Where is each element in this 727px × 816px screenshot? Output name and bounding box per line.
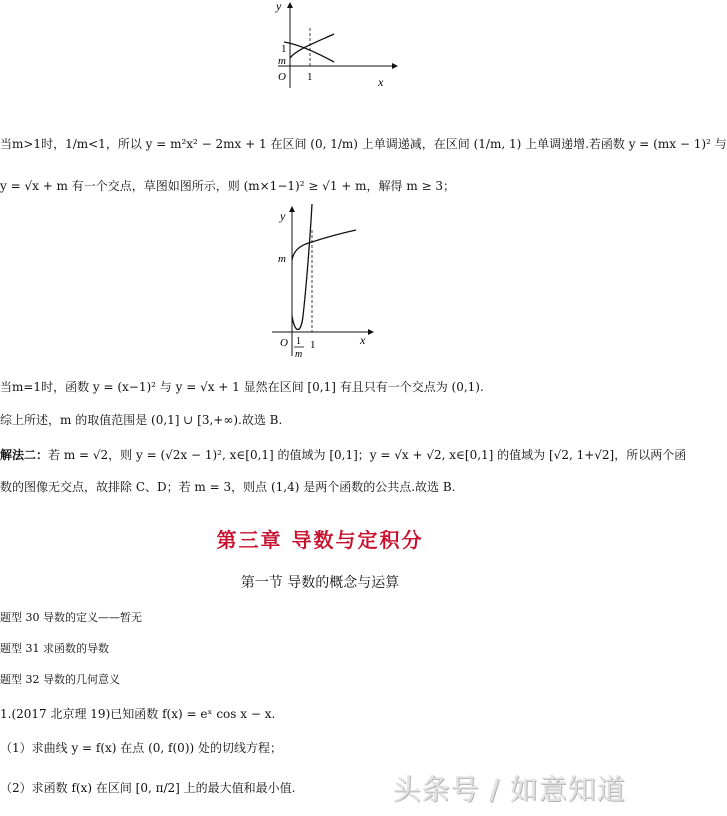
paragraph-5-text: 若 m = √2，则 y = (√2x − 1)², x∈[0,1] 的值域为 [0,1]；y = √x + √2, x∈[0,1] 的值域为 [√2, 1+√2]，所以两个函 [48,448,687,462]
graph-1-m-label: m [278,55,286,67]
paragraph-2: y = √x + m 有一个交点，草图如图所示，则 (m×1−1)² ≥ √1 + m，解得 m ≥ 3； [0,179,456,193]
graph-2-x-arrow [368,329,374,335]
topic-30: 题型 30 导数的定义——暂无 [0,611,142,624]
graph-1-origin-label: O [278,71,286,83]
graph-1-y-label: y [276,0,282,13]
graph-2-origin-label: O [280,337,288,349]
paragraph-1: 当m>1时，1/m<1，所以 y = m²x² − 2mx + 1 在区间 (0, 1/m) 上单调递减，在区间 (1/m, 1) 上单调递增.若函数 y = (mx − 1)² 与 [0,137,727,151]
graph-2-one-x-label: 1 [310,339,316,351]
paragraph-3: 当m=1时，函数 y = (x−1)² 与 y = √x + 1 显然在区间 [0,1] 有且只有一个交点为 (0,1). [0,380,484,394]
solution-two-label: 解法二： [0,448,49,462]
chapter-title: 第三章 导数与定积分 [216,528,424,552]
sub-question-1: （1）求曲线 y = f(x) 在点 (0, f(0)) 处的切线方程； [0,741,282,755]
graph-1-y-arrow [287,2,293,8]
paragraph-6: 数的图像无交点，故排除 C、D；若 m = 3，则点 (1,4) 是两个函数的公共点.故选 B. [0,480,456,494]
graph-1-one-x-label: 1 [307,71,313,83]
graph-2-frac-num: 1 [296,336,301,347]
graph-2-y-label: y [280,209,286,223]
graph-2-parabola-curve [292,204,312,330]
paragraph-5 [0,447,686,463]
section-title: 第一节 导数的概念与运算 [240,575,400,591]
graph-2-y-arrow [289,206,295,212]
graph-2-m-label: m [278,253,286,265]
graph-2-frac-den: m [295,349,303,360]
paragraph-4: 综上所述，m 的取值范围是 (0,1] ∪ [3,+∞).故选 B. [0,413,283,427]
graph-1-x-arrow [392,63,398,69]
graph-1-one-y-label: 1 [281,43,287,55]
topic-32: 题型 32 导数的几何意义 [0,673,120,686]
graph-1-x-label: x [378,75,384,89]
graph-1-sqrt-curve [290,34,334,58]
problem-statement: 1.(2017 北京理 19)已知函数 f(x) = eˣ cos x − x. [0,707,276,721]
graph-2-x-label: x [360,333,366,347]
graph-1 [262,0,402,92]
graph-2 [268,200,378,360]
watermark: 头条号 / 如意知道 [392,773,626,806]
graph-2-sqrt-curve [292,230,356,260]
sub-question-2: （2）求函数 f(x) 在区间 [0, π/2] 上的最大值和最小值. [0,781,296,795]
topic-31: 题型 31 求函数的导数 [0,642,109,655]
